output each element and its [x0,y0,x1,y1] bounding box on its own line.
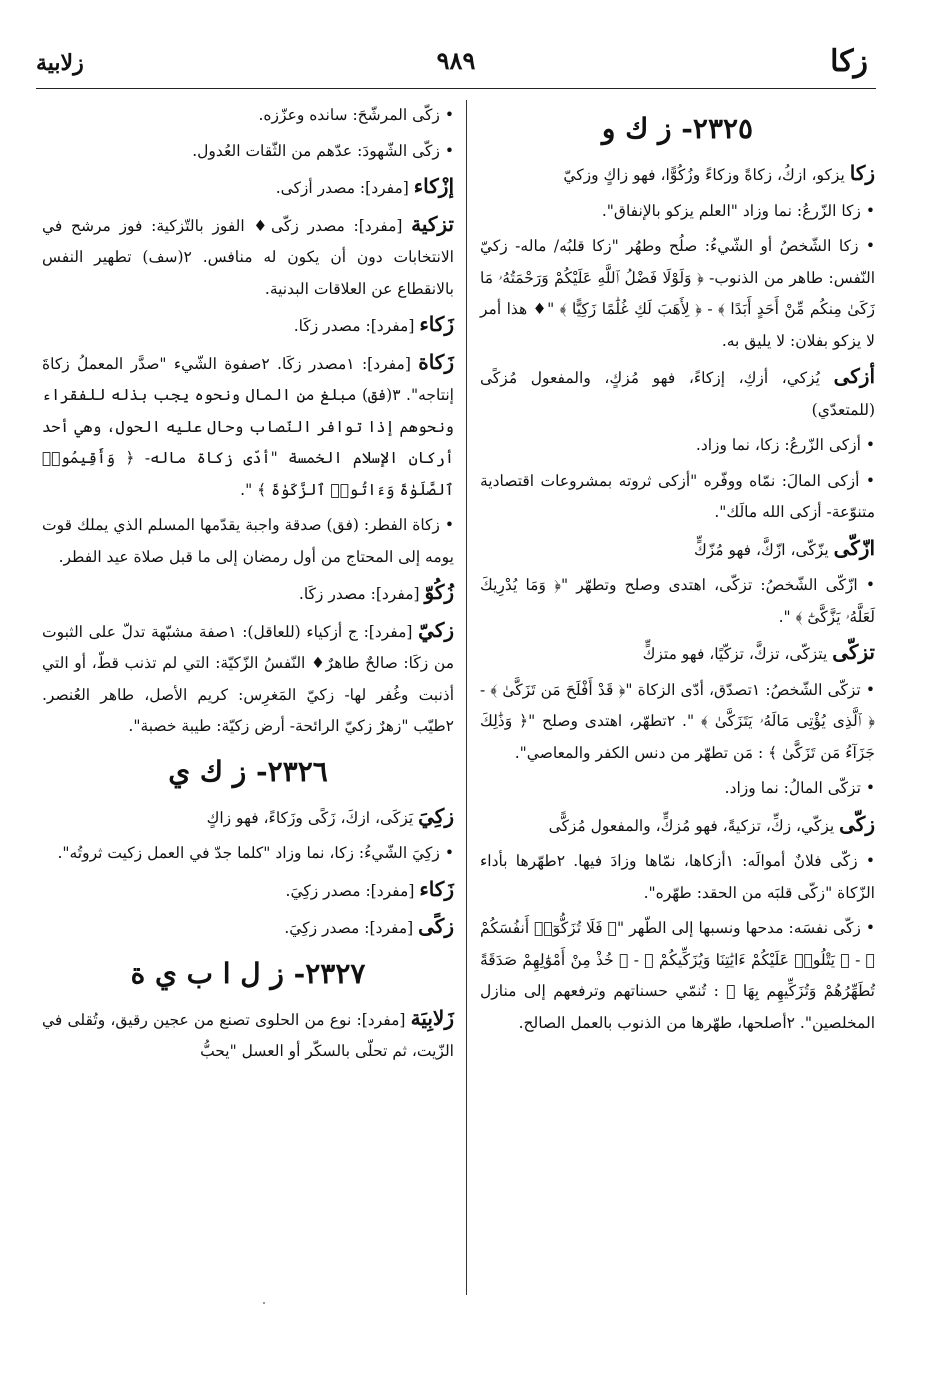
column-divider [466,100,467,1295]
sense-item [480,846,875,909]
right-column [480,100,875,1043]
definition-text: يزكو، ازكُ، زكاةً وزكاءً وزُكُوًّا، فهو زاكٍ وزكيّ [563,166,850,184]
sense-text: • أزكى المالَ: نمّاه ووفّره "أزكى ثروته بمشروعات اقتصادية متنوّعة- أزكى الله مالَك". [480,472,875,522]
sense-text: • زكا الشّخصُ أو الشّيءُ: صلُح وطهُر "زكا قلبُه/ ماله- زكيّ النّفس: طاهر من الذنوب- ﴿ وَلَوْلَا فَضْلُ ٱللَّهِ عَلَيْكُمْ وَرَحْمَتُهُۥ مَا زَكَىٰ مِنكُم مِّنْ أَحَدٍ أَبَدًا ﴾ - ﴿ لِأَهَبَ لَكِ غُلَٰمًا زَكِيًّا ﴾ "♦ هذا أمر لا يزكو بفلان: لا يليق به. [480,237,875,350]
headword: زكًى [418,914,454,938]
sense-item [42,100,454,132]
definition-text: [مفرد]: مصدر أزكى. [275,179,414,197]
dictionary-entry [42,911,454,945]
definition-text: [مفرد]: ١مصدر زكَا. ٢صفوة الشّيء "صدَّر المعملُ زكاةَ إنتاجه". ٣(فق) مبلغ من المال ونحوه يجب بذله للفقراء ونحوهم إذا توافر النّصاب وحال عليه الحول، وهي أحد أركان الإسلام الخمسة "أدّى زكاة ماله- ﴿ وَأَقِيمُوا۟ ٱلصَّلَوٰةَ وَءَاتُوا۟ ٱلزَّكَوٰةَ ﴾ ". [42,354,454,499]
headword: زَكاء [419,312,454,336]
left-entries-bottom [42,1003,454,1068]
headword: إزْكاء [413,174,454,198]
definition-text: [مفرد]: نوع من الحلوى تصنع من عجين رقيق، وتُقلى في الزّيت، ثم تحلّى بالسكّر أو العسل "يحبُّ [42,1010,454,1060]
section-title-2325: ٢٣٢٥- ز ك و [601,112,754,145]
dictionary-entry [42,615,454,743]
definition-text: يزّكّى، ازّكَّ، فهو مُزّكٍّ [693,540,834,559]
definition-text: [مفرد]: مصدر زكِيَ. [285,881,420,900]
left-entries-mid [42,801,454,945]
definition-text: يَزكَى، ازكَ، زَكًى وزَكاءً، فهو زاكٍ [206,808,419,827]
sense-item [480,196,875,228]
dictionary-entry [42,347,454,507]
sense-text: • ازّكّى الشّخصُ: تزكّى، اهتدى وصلح وتطهّر "﴿ وَمَا يُدْرِيكَ لَعَلَّهُۥ يَزَّكَّىٰٓ ﴾ ". [480,576,875,626]
sense-text: • زكّى الشّهودَ: عدّهم من الثّقات العُدول. [192,142,454,160]
headword: تزكّى [832,640,875,664]
definition-text: يُزكي، أزكِ، إزكاءً، فهو مُزكٍ، والمفعول مُزكًى (للمتعدّي) [480,369,875,419]
right-entries [480,158,875,1039]
dictionary-entry [480,533,875,567]
headword: زكيّ [418,617,455,642]
sense-text: • زكِيَ الشّيءُ: زكا، نما وزاد "كلما جدّ في العمل زكيت ثروتُه". [57,844,454,862]
dictionary-entry [480,361,875,426]
guide-word-left: زلابية [36,50,84,76]
sense-item [42,510,454,573]
dictionary-entry [480,809,875,843]
headword: زكِيَ [418,803,454,828]
dictionary-entry [42,577,454,611]
dictionary-entry [42,801,454,835]
sense-text: • تزكّى المالُ: نما وزاد. [725,779,875,797]
sense-text: • زكاة الفطر: (فق) صدقة واجبة يقدّمها المسلم الذي يملك قوت يومه إلى المحتاج من أول رمضان إلى ما قبل صلاة عيد الفطر. [42,516,454,566]
page-header [36,38,876,89]
headword: زكّى [839,811,875,836]
headword: زَكاء [419,876,454,901]
sense-item [480,675,875,770]
left-column [42,100,454,1072]
headword: تزكية [411,211,454,236]
definition-text: [مفرد]: مصدر زكَا. [298,585,425,603]
sense-text: • تزكّى الشّخصُ: ١تصدّق، أدّى الزكاة "﴿ قَدْ أَفْلَحَ مَن تَزَكَّىٰ ﴾ - ﴿ ٱلَّذِى يُؤْتِى مَالَهُۥ يَتَزَكَّىٰ ﴾ ". ٢تطهّر، اهتدى وصلح "﴿ وَذَٰلِكَ جَزَآءُ مَن تَزَكَّىٰ ﴾ : مَن تطهّر من دنس الكفر والمعاصي". [480,681,875,762]
sense-text: • زكّى فلانٌ أموالَه: ١أزكاها، نمّاها وزادَ فيها. ٢طهّرها بأداء الزّكاة "زكّى قلبَه من الحقد: طهّره". [480,852,875,902]
scan-speck [263,1302,265,1304]
sense-text: • زكّى المرشّحَ: سانده وعزّزه. [259,106,455,124]
definition-text: [مفرد]: مصدر زكِيَ. [284,919,419,937]
headword: زُكُوّ [424,580,454,604]
sense-text: • زكا الزّرعُ: نما وزاد "العلم يزكو بالإنفاق". [602,202,875,220]
headword: زَلابِيَة [410,1005,454,1030]
section-title-2326: ٢٣٢٦- ز ك ي [168,754,328,788]
headword: زكا [849,161,875,185]
sense-item [480,430,875,462]
definition-text: [مفرد]: مصدر زكّى♦ الفوز بالتّزكية: فوز مرشح في الانتخابات دون أن يكون له منافس. ٢(سف) تطهير النفس بالانقطاع عن العلاقات البدنية. [42,216,454,298]
sense-item [480,570,875,633]
headword: أزكى [833,364,875,388]
sense-item [42,838,454,870]
section-title-2327: ٢٣٢٧- ز ل ا ب ي ة [130,956,366,990]
guide-word-right: زكا [830,44,868,79]
dictionary-entry [42,171,454,205]
dictionary-entry [42,209,454,306]
definition-text: يزكّي، زكِّ، تزكيةً، فهو مُزكٍّ، والمفعول مُزكًّى [548,816,840,835]
sense-item [480,231,875,357]
sense-item [42,136,454,168]
dictionary-entry [42,1003,454,1068]
sense-item [480,773,875,805]
dictionary-entry [480,637,875,671]
dictionary-entry [42,874,454,908]
sense-item [480,466,875,529]
dictionary-entry [480,158,875,192]
dictionary-entry [42,309,454,343]
left-entries-top [42,100,454,743]
sense-text: • أزكى الزّرعُ: زكا، نما وزاد. [696,436,875,454]
page-number: ٩٨٩ [436,46,476,75]
headword: ازّكّى [833,535,875,560]
definition-text: [مفرد]: مصدر زكَا. [293,317,420,335]
headword: زَكاة [418,349,454,374]
definition-text: [مفرد]: ج أزكياء (للعاقل): ١صفة مشبّهة تدلّ على الثبوت من زكَا: صالحٌ طاهرٌ♦ النّفسُ الزّكيّة: التي لم تذنب قطّ، أو التي أذنبت وغُفر لها- زكيّ المَغرِس: كريم الأصل، طاهر العُنصر. ٢طيّب "زهرٌ زكيّ الرائحة- أرض زكيّة: طيبة خصبة". [42,622,454,735]
sense-item [480,913,875,1039]
definition-text: يتزكّى، تزكَّ، تزكّيًا، فهو متزكٍّ [642,645,833,663]
sense-text: • زكّى نفسَه: مدحها ونسبها إلى الطّهر "﴿ فَلَا تُزَكُّوٓا۟ أَنفُسَكُمْ ﴾ - ﴿ يَتْلُوا۟ عَلَيْكُمْ ءَايَٰتِنَا وَيُزَكِّيكُمْ ﴾ - ﴿ خُذْ مِنْ أَمْوَٰلِهِمْ صَدَقَةً تُطَهِّرُهُمْ وَتُزَكِّيهِم بِهَا ﴾ : تُنمّي حسناتهم وترفعهم إلى منازل المخلصين". ٢أصلحها، طهّرها من الذنوب بالعمل الصالح. [480,919,875,1032]
